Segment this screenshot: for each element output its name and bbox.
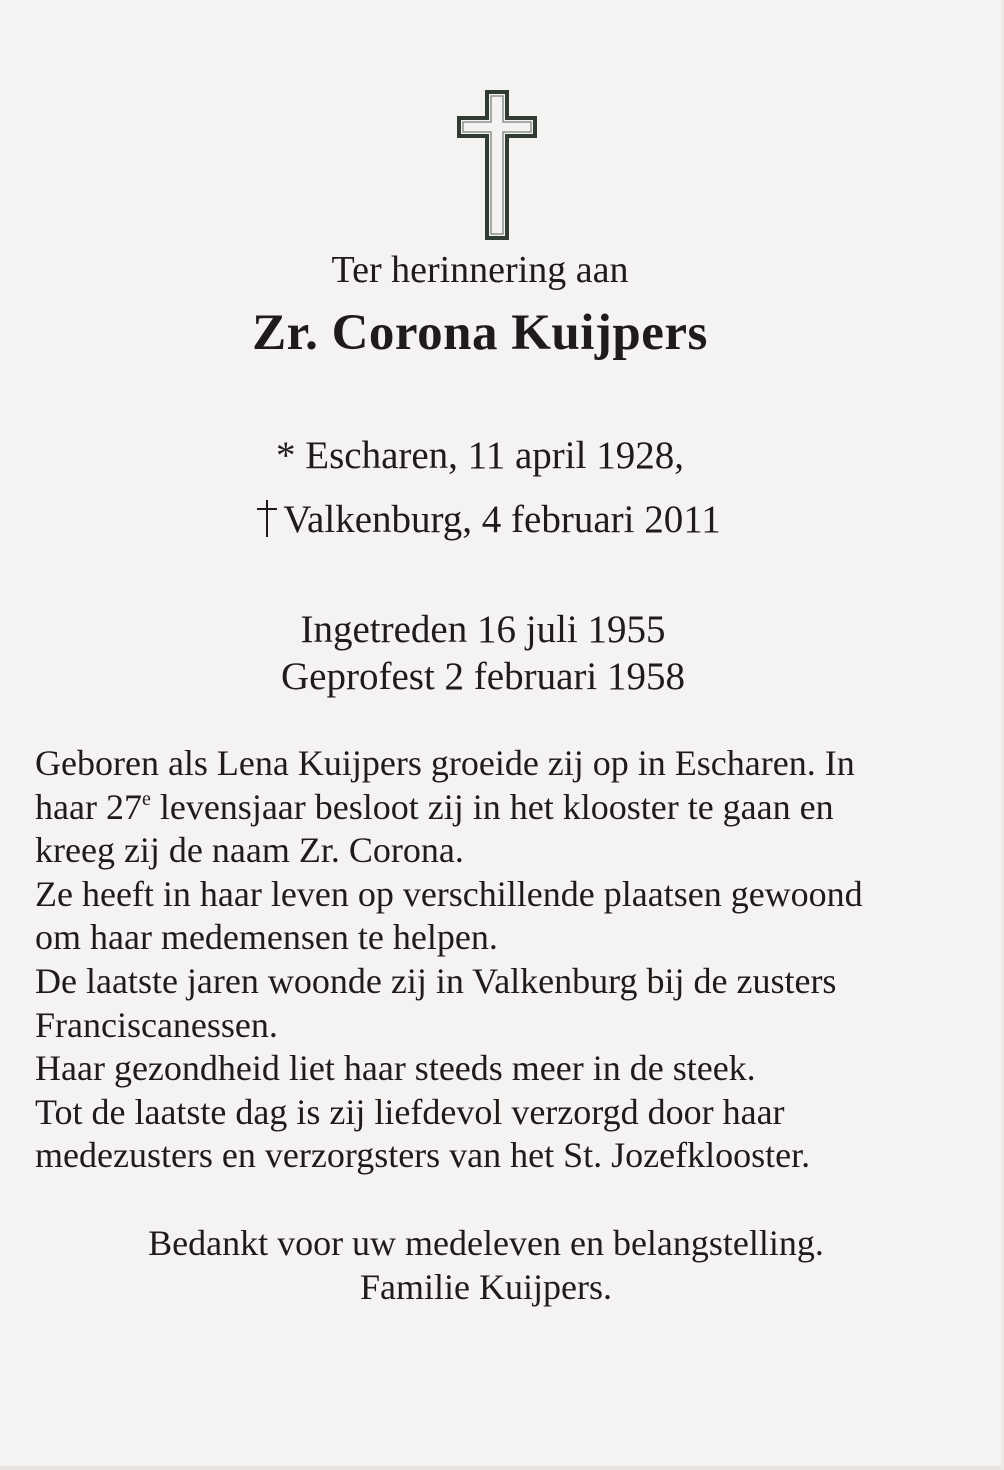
birth-line: * Escharen, 11 april 1928, bbox=[276, 434, 684, 477]
biography-line bbox=[35, 786, 935, 830]
biography-fragment: haar 27 bbox=[35, 786, 142, 827]
biography-line: Geboren als Lena Kuijpers groeide zij op in Escharen. In bbox=[35, 743, 855, 783]
biography-line: Franciscanessen. bbox=[35, 1004, 278, 1045]
biography-line: om haar medemensen te helpen. bbox=[35, 917, 498, 958]
biography-line: Ze heeft in haar leven op verschillende plaatsen gewoond bbox=[35, 873, 863, 914]
biography-line: De laatste jaren woonde zij in Valkenburg bij de zusters bbox=[35, 960, 837, 1001]
intro-text: Ter herinnering aan bbox=[331, 249, 629, 291]
biography-line: medezusters en verzorgsters van het St. Jozefklooster. bbox=[35, 1135, 811, 1176]
closing-block bbox=[0, 1221, 972, 1309]
biography bbox=[35, 742, 935, 1178]
thanks-line: Bedankt voor uw medeleven en belangstelling. bbox=[148, 1223, 824, 1263]
vows-block bbox=[0, 606, 966, 700]
biography-fragment: levensjaar besloot zij in het klooster te gaan en bbox=[150, 786, 834, 827]
professed-line: Geprofest 2 februari 1958 bbox=[281, 655, 685, 698]
family-signature: Familie Kuijpers. bbox=[360, 1267, 612, 1307]
entered-line: Ingetreden 16 juli 1955 bbox=[300, 608, 666, 651]
biography-line: Tot de laatste dag is zij liefdevol verzorgd door haar bbox=[35, 1091, 785, 1132]
death-line bbox=[0, 497, 978, 543]
biography-line: kreeg zij de naam Zr. Corona. bbox=[35, 830, 464, 871]
ordinal-superscript: e bbox=[141, 787, 151, 810]
biography-line: Haar gezondheid liet haar steeds meer in de steek. bbox=[35, 1048, 756, 1089]
death-text: Valkenburg, 4 februari 2011 bbox=[283, 498, 721, 541]
dagger-cross-icon bbox=[257, 498, 277, 538]
latin-cross-icon bbox=[455, 90, 539, 240]
deceased-name: Zr. Corona Kuijpers bbox=[252, 305, 708, 361]
